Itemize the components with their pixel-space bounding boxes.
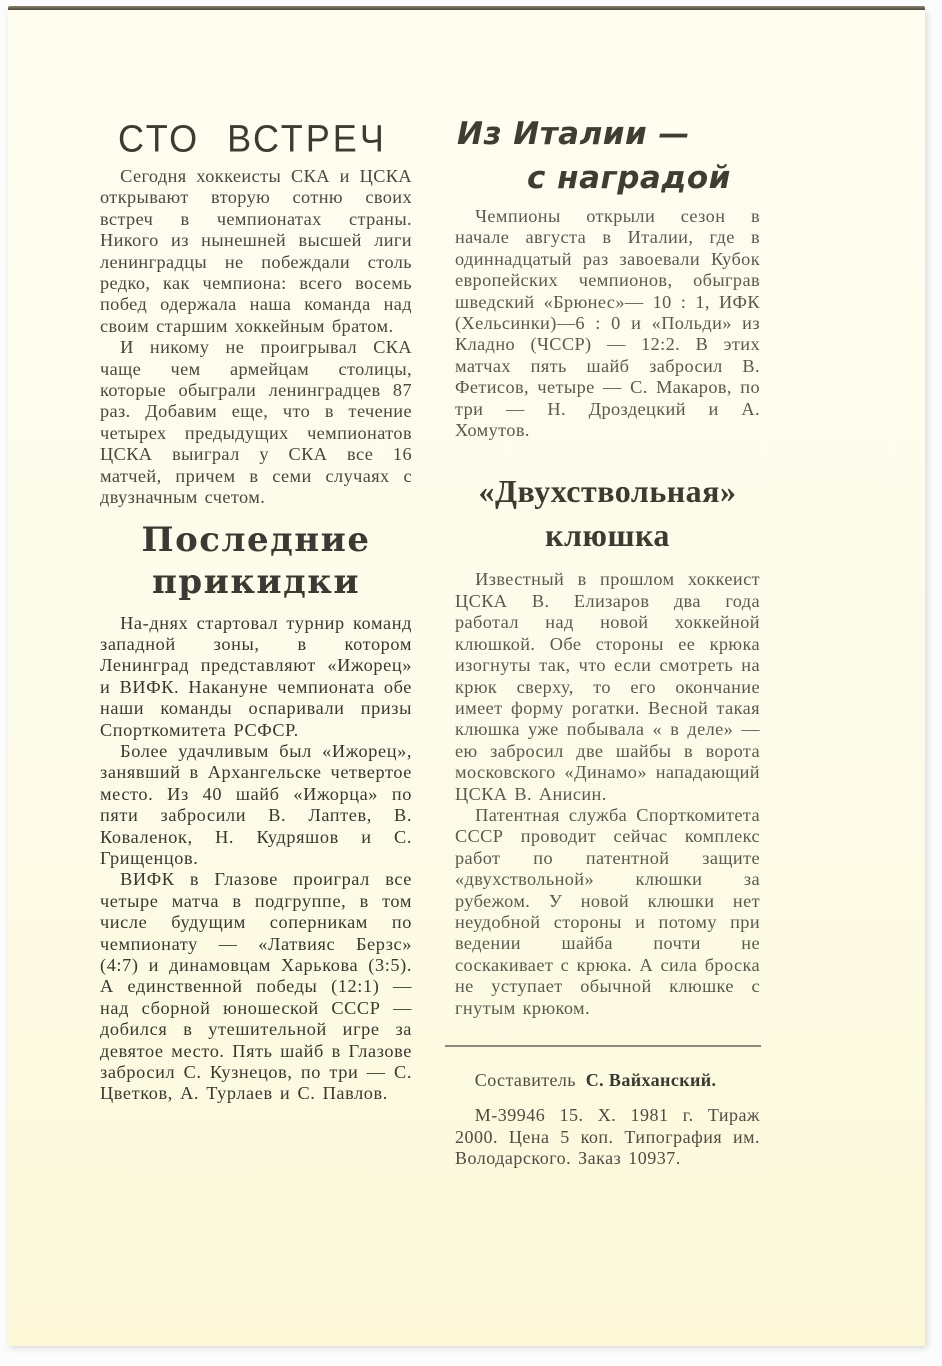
article-dvuhstvolnaya-klyushka [455,469,760,1019]
title-line-2: прикидки [151,561,361,602]
credits [455,1069,760,1170]
compiler-label: Составитель [474,1070,576,1090]
article-paragraph: Чемпионы открыли сезон в начале августа в Италии, где в одиннадцатый раз завоевали Кубок европейских чемпионов, обыграв шведский «Брюнес»— 10 : 1, ИФК (Хельсинки)—6 : 0 и «Польди» из Кладно (ЧССР) — 12:2. В этих матчах пять шайб забросил В. Фетисов, четыре — С. Макаров, по три — Н. Дроздецкий и А. Хомутов. [455,206,760,441]
divider-rule [445,1045,761,1047]
right-column [455,110,760,1170]
article-title [100,519,412,603]
imprint-text: М-39946 15. Х. 1981 г. Тираж 2000. Цена 5 коп. Типография им. Володарского. Заказ 10937. [455,1105,760,1169]
article-paragraph: Сегодня хоккеисты СКА и ЦСКА открывают вторую сотню своих встреч в чемпионатах страны. Никого из нынешней высшей лиги ленинградцы не побеждали столь редко, как чемпиона: всего восемь побед одержала наша команда над своим старшим хоккейным братом. [100,166,412,336]
compiler-line [455,1069,760,1091]
article-title [455,469,760,557]
left-column [100,110,412,1105]
title-line-2: с наградой [527,160,731,196]
compiler-name: С. Вайханский. [585,1070,717,1090]
article-sto-vstrech [100,118,412,509]
article-poslednie-prikidki [100,519,412,1105]
title-line-1: «Двухствольная» [478,473,737,510]
article-title: СТО ВСТРЕЧ [118,116,387,160]
title-line-2: клюшка [545,517,670,554]
title-line-1: Из Италии — [457,116,691,152]
article-paragraph: Более удачливым был «Ижорец», занявший в Архангельске четвертое место. Из 40 шайб «Ижорца» по пяти забросили В. Лаптев, В. Коваленок, Н. Кудряшов и С. Грищенцов. [100,740,412,868]
article-iz-italii [455,112,760,441]
article-paragraph: На-днях стартовал турнир команд западной зоны, в котором Ленинград представляют «Ижорец» и ВИФК. Накануне чемпионата обе наши команды оспаривали призы Спорткомитета РСФСР. [100,612,412,740]
title-line-1: Последние [141,519,371,560]
article-paragraph: Известный в прошлом хоккеист ЦСКА В. Елизаров два года работал над новой хоккейной клюшкой. Обе стороны ее крюка изогнуты так, что если смотреть на крюк сверху, то его окончание имеет форму рогатки. Весной такая клюшка уже побывала « в деле» — ею забросил две шайбы в ворота московского «Динамо» нападающий ЦСКА В. Анисин. [455,569,760,804]
article-paragraph: И никому не проигрывал СКА чаще чем армейцам столицы, которые обыграли ленинградцев 87 раз. Добавим еще, что в течение четырех предыдущих чемпионатов ЦСКА выиграл у СКА все 16 матчей, причем в семи случаях с двузначным счетом. [100,337,412,508]
article-title [455,112,760,200]
article-paragraph: ВИФК в Глазове проиграл все четыре матча в подгруппе, в том числе будущим соперникам по чемпионату — «Латвияс Берзс» (4:7) и динамовцам Харькова (3:5). А единственной победы (12:1) — над сборной юношеской СССР — добился в утешительной игре за девятое место. Пять шайб в Глазове забросил С. Кузнецов, по три — С. Цветков, А. Турлаев и С. Павлов. [100,869,412,1104]
article-paragraph: Патентная служба Спорткомитета СССР проводит сейчас комплекс работ по патентной защите «двухствольной» клюшки за рубежом. У новой клюшки нет неудобной стороны и потому при ведении шайба почти не соскакивает с крюка. А сила броска не уступает обычной клюшке с гнутым крюком. [455,804,760,1018]
